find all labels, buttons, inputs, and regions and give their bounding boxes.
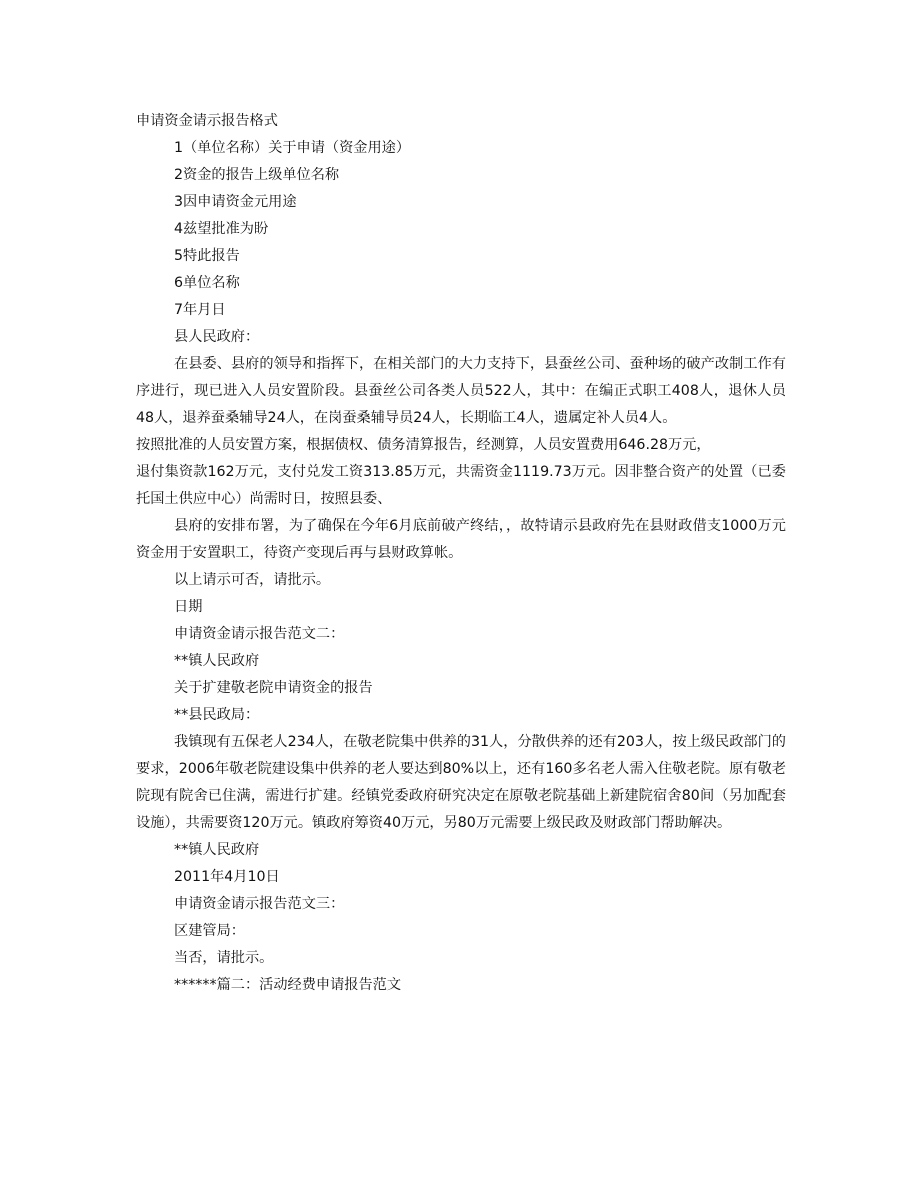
next-section-heading: ******篇二：活动经费申请报告范文 [174, 977, 402, 993]
example1-paragraph-2 [136, 432, 786, 513]
example2-title: 关于扩建敬老院申请资金的报告 [174, 680, 373, 696]
format-item-3: 3因申请资金元用途 [174, 194, 297, 210]
example1-addressee: 县人民政府： [174, 329, 260, 345]
document-body [136, 108, 786, 999]
example2-body: 我镇现有五保老人234人，在敬老院集中供养的31人，分散供养的还有203人，按上级民政部门的要求，2006年敬老院建设集中供养的老人要达到80%以上，还有160多名老人需入住敬老院。原有敬老院现有院舍已住满，需进行扩建。经镇党委政府研究决定在原敬老院基础上新建院宿舍80间（另加配套设施），共需要资120万元。镇政府筹资40万元，另80万元需要上级民政及财政部门帮助解决。 [136, 734, 786, 831]
format-item-5: 5特此报告 [174, 248, 240, 264]
example1-closing: 以上请示可否，请批示。 [174, 572, 331, 588]
example2-addressee: **县民政局： [174, 707, 260, 723]
example1-paragraph-1: 在县委、县府的领导和指挥下，在相关部门的大力支持下，县蚕丝公司、蚕种场的破产改制工作有序进行，现已进入人员安置阶段。县蚕丝公司各类人员522人，其中：在编正式职工408人，退休人员48人，退养蚕桑辅导24人，在岗蚕桑辅导员24人，长期临工4人，遗属定补人员4人。 [136, 356, 786, 426]
example3-addressee: 区建管局： [174, 923, 245, 939]
example1-paragraph-2-rest: 退付集资款162万元，支付兑发工资313.85万元，共需资金1119.73万元。因非整合资产的处置（已委托国土供应中心）尚需时日，按照县委、 [136, 464, 786, 507]
example1-date: 日期 [174, 599, 203, 615]
example2-heading: 申请资金请示报告范文二： [174, 626, 345, 642]
example3-closing: 当否，请批示。 [174, 950, 274, 966]
format-item-1: 1（单位名称）关于申请（资金用途） [174, 140, 411, 156]
example1-paragraph-2-first-line: 按照批准的人员安置方案，根据债权、债务清算报告，经测算，人员安置费用646.28万元， [136, 437, 711, 453]
format-item-2: 2资金的报告上级单位名称 [174, 167, 340, 183]
example2-signature: **镇人民政府 [174, 842, 260, 858]
document-title: 申请资金请示报告格式 [136, 113, 278, 129]
example1-paragraph-3: 县府的安排布署，为了确保在今年6月底前破产终结，，故特请示县政府先在县财政借支1000万元资金用于安置职工，待资产变现后再与县财政算帐。 [136, 518, 786, 561]
example3-heading: 申请资金请示报告范文三： [174, 896, 345, 912]
format-item-7: 7年月日 [174, 302, 226, 318]
format-item-4: 4兹望批准为盼 [174, 221, 269, 237]
format-item-6: 6单位名称 [174, 275, 240, 291]
example2-date: 2011年4月10日 [174, 869, 280, 885]
example2-sender: **镇人民政府 [174, 653, 260, 669]
